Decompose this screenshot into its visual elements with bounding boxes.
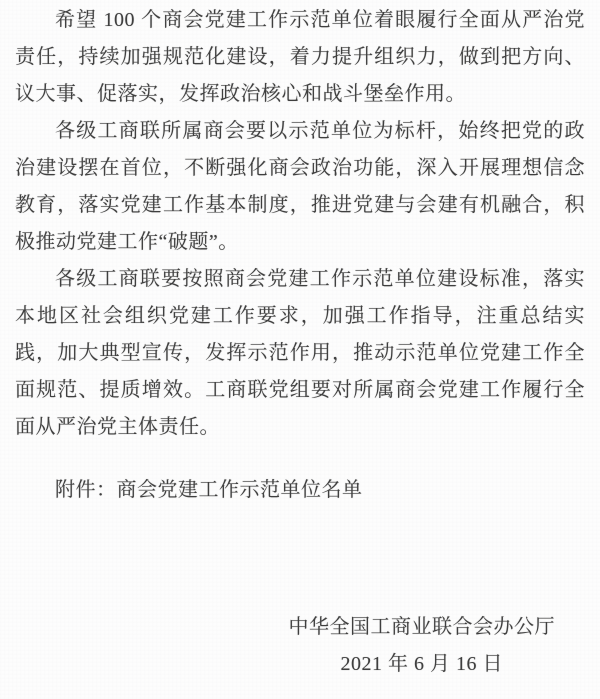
attachment-reference-line: 附件：商会党建工作示范单位名单	[55, 479, 363, 501]
paragraph-hope-100-units: 希望 100 个商会党建工作示范单位着眼履行全面从严治党责任，持续加强规范化建设，着力提升组织力，做到把方向、议大事、促落实，发挥政治核心和战斗堡垒作用。	[15, 9, 585, 105]
paragraph-federation-standards: 各级工商联要按照商会党建工作示范单位建设标准，落实本地区社会组织党建工作要求，加强工作指导，注重总结实践，加大典型宣传，发挥示范作用，推动示范单位党建工作全面规范、提质增效。工商联党组要对所属商会党建工作履行全面从严治党主体责任。	[15, 268, 585, 438]
issuer-name: 中华全国工商业联合会办公厅	[288, 616, 555, 638]
paragraph-chambers-benchmark: 各级工商联所属商会要以示范单位为标杆，始终把党的政治建设摆在首位，不断强化商会政治功能，深入开展理想信念教育，落实党建工作基本制度，推进党建与会建有机融合，积极推动党建工作“破题”。	[15, 120, 585, 253]
signature-block	[289, 609, 556, 683]
issue-date: 2021 年 6 月 16 日	[340, 653, 503, 675]
